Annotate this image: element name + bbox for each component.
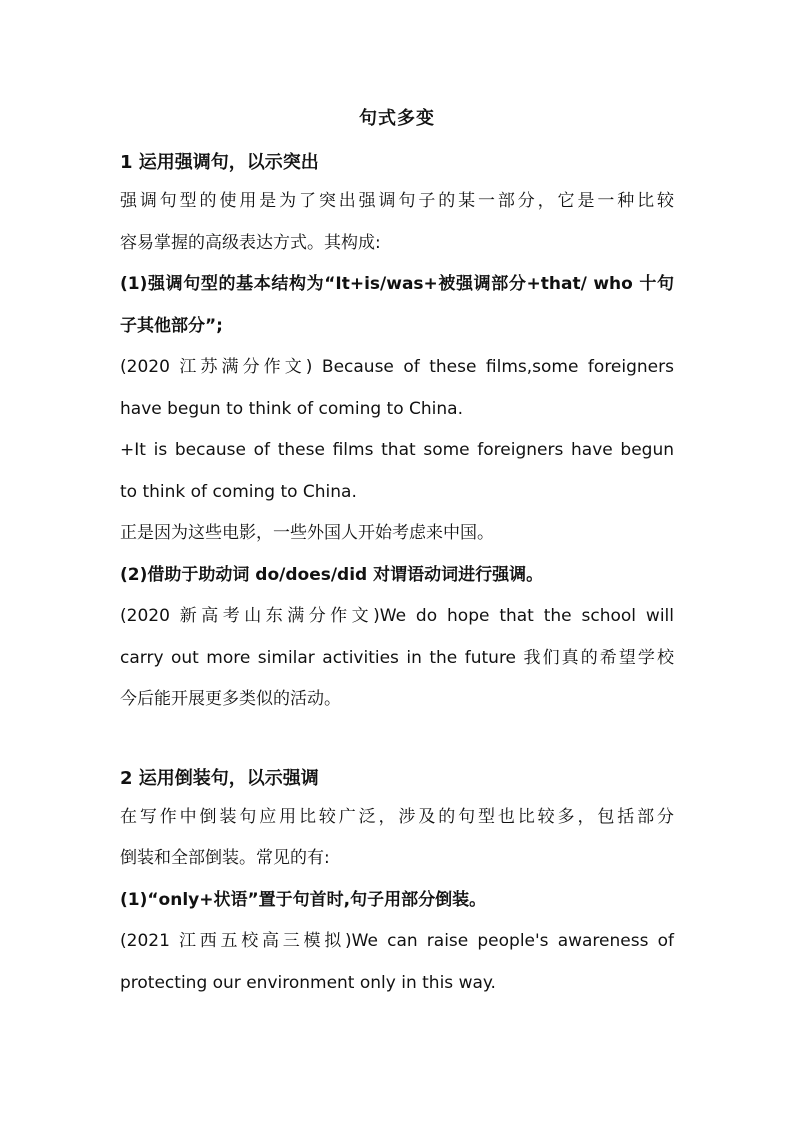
section-1-translation-1: 正是因为这些电影，一些外国人开始考虑来中国。 (120, 523, 494, 543)
section-2-example-1-line-1: (2021 江西五校高三模拟)We can raise people's awareness of (120, 931, 674, 951)
section-1-rewrite-1-line-1: +It is because of these films that some foreigners have begun (120, 440, 674, 460)
section-1-point-1-line-2: 子其他部分”; (120, 315, 223, 336)
section-2-point-1: (1)“only+状语”置于句首时,句子用部分倒装。 (120, 889, 487, 910)
section-1-intro-line-2: 容易掌握的高级表达方式。其构成: (120, 232, 381, 253)
section-spacer (120, 721, 674, 761)
section-1-heading: 1 运用强调句，以示突出 (120, 152, 319, 173)
section-2-intro-line-2: 倒装和全部倒装。常见的有: (120, 848, 330, 868)
page-title: 句式多变 (359, 108, 435, 129)
section-1-example-2-line-3: 今后能开展更多类似的活动。 (120, 689, 341, 709)
section-1-example-1-line-2: have begun to think of coming to China. (120, 398, 463, 419)
document-body (120, 145, 674, 1004)
section-1-point-2: (2)借助于助动词 do/does/did 对谓语动词进行强调。 (120, 564, 544, 585)
section-1-example-2-line-1: (2020 新高考山东满分作文)We do hope that the school will (120, 606, 674, 626)
section-1-rewrite-1-line-2: to think of coming to China. (120, 481, 357, 502)
section-2-heading: 2 运用倒装句，以示强调 (120, 767, 319, 789)
section-1-example-1-line-1: (2020 江苏满分作文) Because of these films,some foreigners (120, 357, 674, 377)
section-1-point-1-line-1: (1)强调句型的基本结构为“It+is/was+被强调部分+that/ who 十句 (120, 274, 674, 294)
section-1-example-2-line-2: carry out more similar activities in the future 我们真的希望学校 (120, 647, 674, 668)
section-2-example-1-line-2: protecting our environment only in this way. (120, 972, 496, 993)
section-1-intro-line-1: 强调句型的使用是为了突出强调句子的某一部分，它是一种比较 (120, 191, 674, 211)
section-2-intro-line-1: 在写作中倒装句应用比较广泛，涉及的句型也比较多，包括部分 (120, 806, 674, 827)
